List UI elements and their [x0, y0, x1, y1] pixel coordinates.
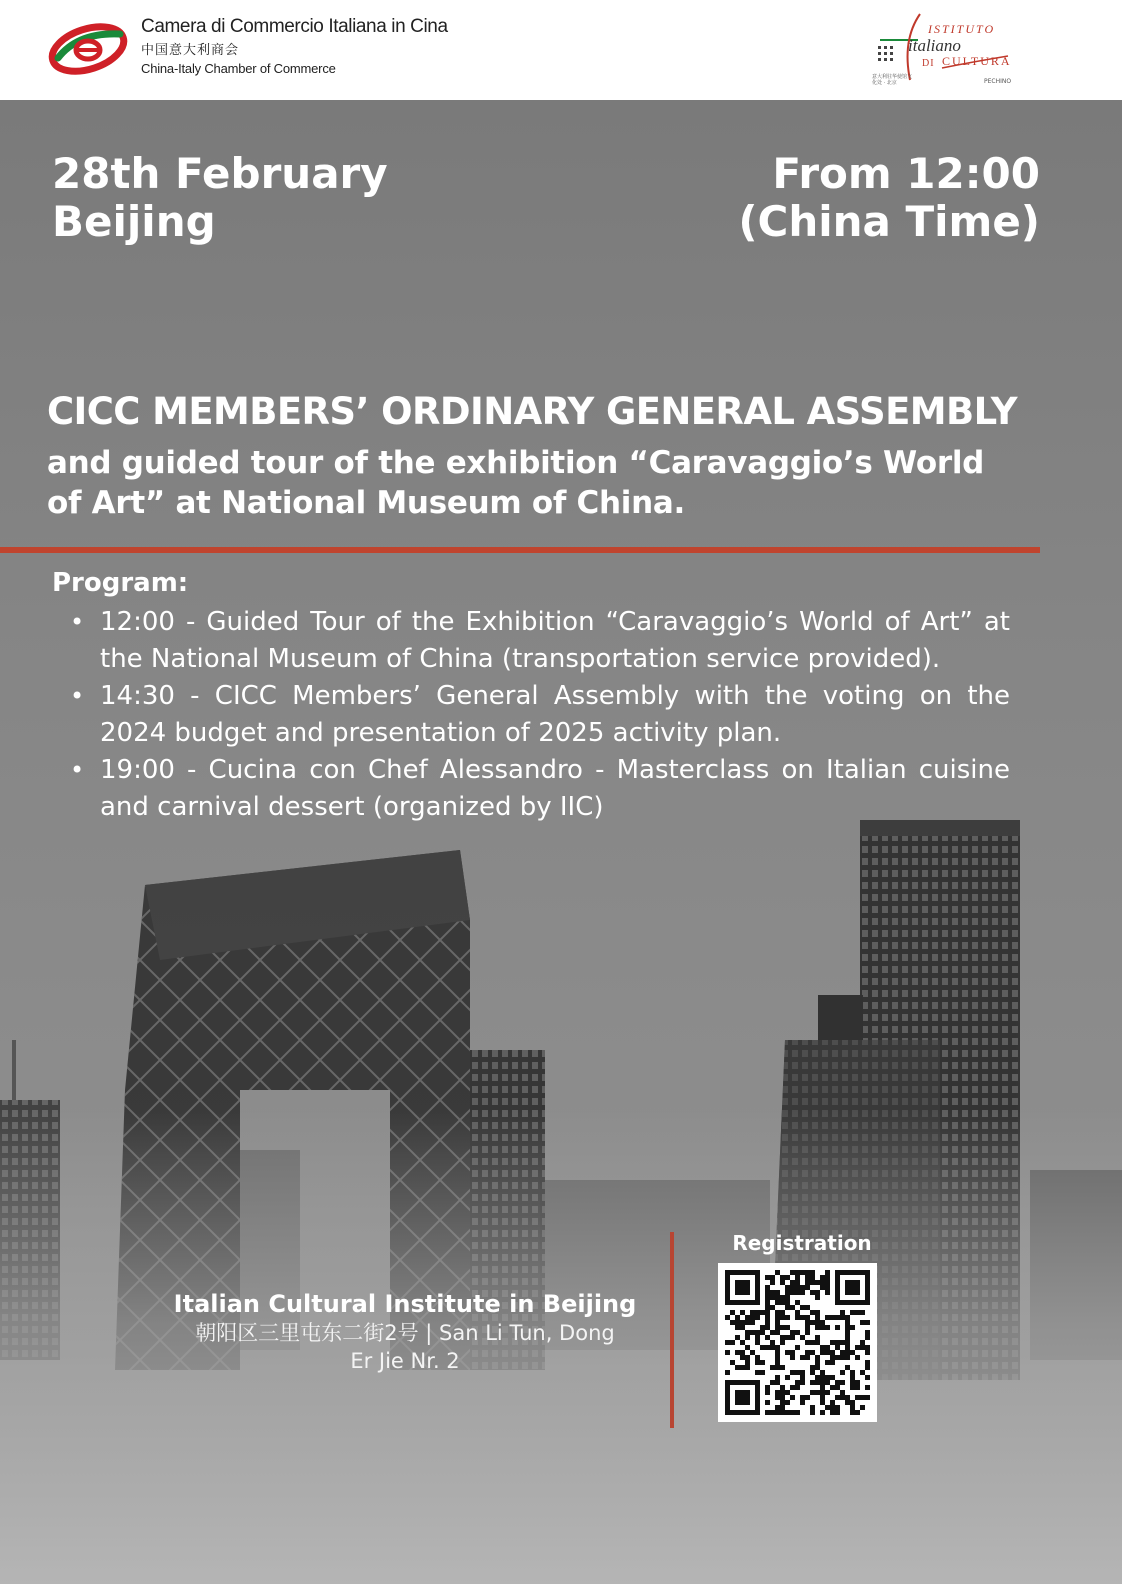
venue-name: Italian Cultural Institute in Beijing [173, 1290, 637, 1318]
accent-divider [0, 547, 1040, 553]
venue-block [130, 1290, 680, 1374]
cicc-name-english: China-Italy Chamber of Commerce [141, 61, 336, 76]
program-item: • 14:30 - CICC Members’ General Assembly with the voting on the 2024 budget and presentation of 2025 activity plan. [72, 678, 1010, 752]
venue-address-line1: 朝阳区三里屯东二街2号 | San Li Tun, Dong [195, 1321, 615, 1345]
event-date: 28th February [52, 149, 388, 198]
iic-italiano: italiano [908, 36, 961, 55]
event-subtitle: and guided tour of the exhibition “Caravaggio’s World of Art” at National Museum of China. [47, 445, 985, 521]
qr-code-icon [718, 1263, 877, 1422]
event-date-block [52, 150, 388, 246]
program-heading: Program: [52, 568, 189, 598]
program-item: • 12:00 - Guided Tour of the Exhibition “Caravaggio’s World of Art” at the National Museum of China (transportation service provided). [72, 604, 1010, 678]
registration-qr-code[interactable] [718, 1263, 877, 1422]
event-time-block [738, 150, 1040, 246]
event-timezone: (China Time) [738, 197, 1040, 246]
iic-cultura: CULTURA [942, 54, 1012, 68]
cicc-name-chinese: 中国意大利商会 [141, 43, 240, 58]
registration-label: Registration [732, 1231, 872, 1255]
program-item: • 19:00 - Cucina con Chef Alessandro - Masterclass on Italian cuisine and carnival dessert (organized by IIC) [72, 752, 1010, 826]
iic-pechino: PECHINO [984, 78, 1012, 85]
program-list [72, 604, 1010, 826]
cicc-logo [48, 18, 128, 76]
venue-address-line2: Er Jie Nr. 2 [350, 1349, 460, 1373]
iic-logo [872, 10, 1022, 90]
iic-istituto: ISTITUTO [928, 22, 996, 36]
cicc-name: Camera di Commercio Italiana in Cina [141, 16, 448, 37]
event-time: From 12:00 [772, 149, 1040, 198]
event-city: Beijing [52, 197, 216, 246]
iic-chinese-caption: 意大利驻华使馆文化处 · 北京 [872, 74, 913, 86]
venue-registration-separator [670, 1232, 674, 1428]
event-title: CICC MEMBERS’ ORDINARY GENERAL ASSEMBLY [47, 390, 1017, 433]
header-bar [0, 0, 1122, 100]
iic-di: DI [922, 58, 935, 69]
